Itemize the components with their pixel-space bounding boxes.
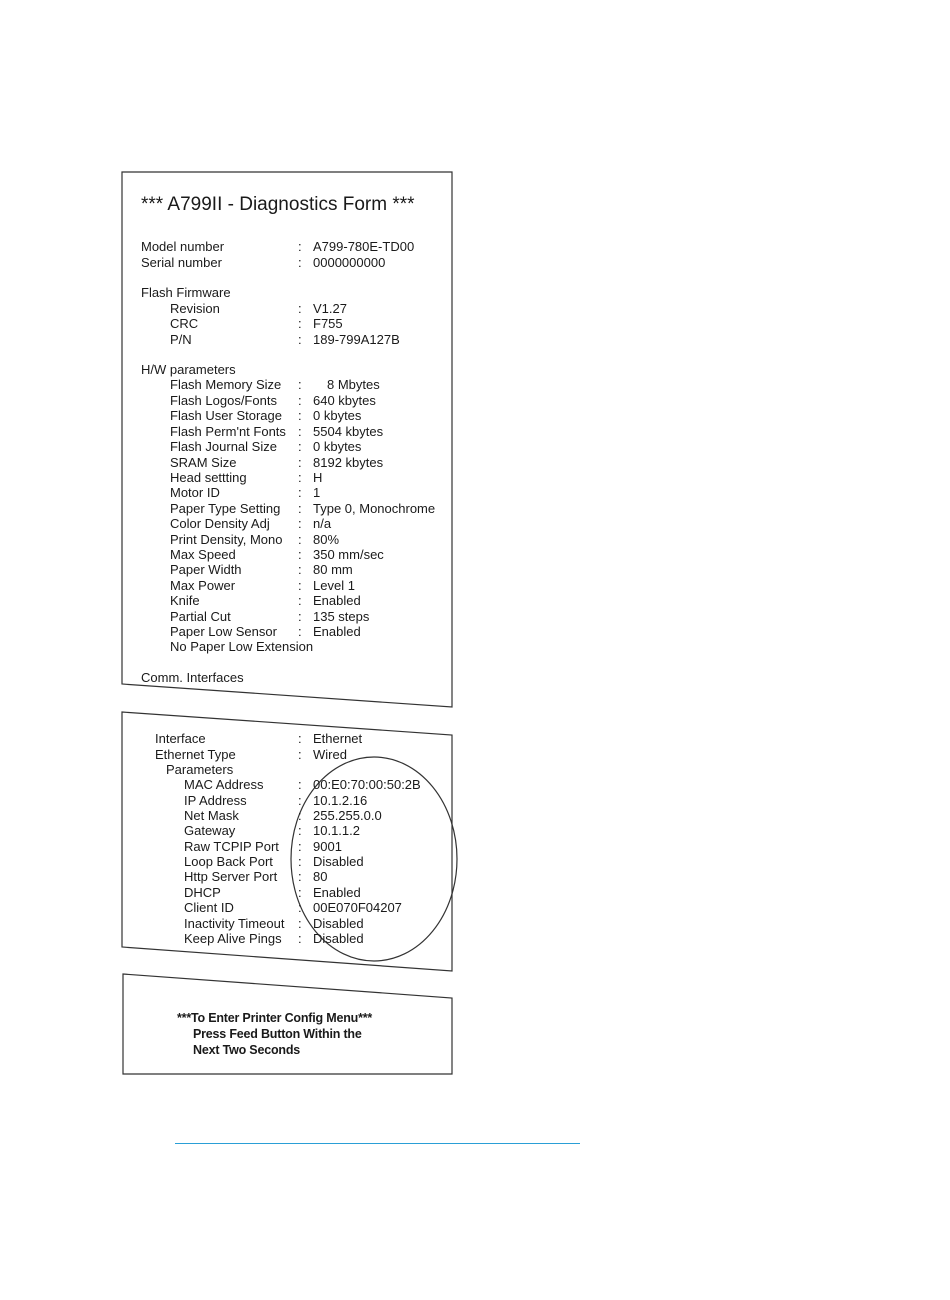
colon: : [298,593,302,608]
param-label: Inactivity Timeout [184,916,285,931]
param-label: Raw TCPIP Port [184,839,279,854]
param-label: Net Mask [184,808,239,823]
colon: : [298,562,302,577]
hw-label: Paper Low Sensor [170,624,277,639]
interface-label: Interface [155,731,206,746]
colon: : [298,931,302,946]
colon: : [298,332,302,347]
hw-value: H [313,470,323,485]
link-underline [175,1143,580,1144]
colon: : [298,301,302,316]
hw-label: Flash Logos/Fonts [170,393,277,408]
hw-value: 640 kbytes [313,393,376,408]
colon: : [298,547,302,562]
colon: : [298,455,302,470]
param-value: 10.1.2.16 [313,793,368,808]
param-label: Keep Alive Pings [184,931,282,946]
colon: : [298,408,302,423]
colon: : [298,609,302,624]
colon: : [298,808,302,823]
colon: : [298,731,302,746]
param-label: Loop Back Port [184,854,273,869]
hw-value: 350 mm/sec [313,547,384,562]
colon: : [298,239,302,254]
hw-value: Type 0, Monochrome [313,501,436,516]
hw-value: 8 Mbytes [327,377,380,392]
hw-label: Flash User Storage [170,408,282,423]
colon: : [298,316,302,331]
hw-value: n/a [313,516,332,531]
param-value: Disabled [313,916,364,931]
hw-label: Flash Memory Size [170,377,282,392]
interface-value: Ethernet [313,731,363,746]
hw-value: 135 steps [313,609,370,624]
param-label: MAC Address [184,777,264,792]
colon: : [298,839,302,854]
hw-label: Flash Journal Size [170,439,277,454]
param-value: 80 [313,869,328,884]
hw-label: Flash Perm'nt Fonts [170,424,286,439]
hw-label: Motor ID [170,485,220,500]
hw-value: Enabled [313,593,361,608]
colon: : [298,578,302,593]
hw-label: Knife [170,593,200,608]
colon: : [298,916,302,931]
param-value: 10.1.1.2 [313,823,360,838]
colon: : [298,624,302,639]
param-label: Http Server Port [184,869,278,884]
param-value: 00E070F04207 [313,900,402,915]
colon: : [298,885,302,900]
serial-number-label: Serial number [141,255,222,270]
firmware-label: P/N [170,332,192,347]
comm-interfaces-heading: Comm. Interfaces [141,670,244,685]
colon: : [298,377,302,392]
model-number-label: Model number [141,239,225,254]
param-label: IP Address [184,793,247,808]
hw-value: 0 kbytes [313,439,362,454]
colon: : [298,470,302,485]
serial-number-value: 0000000000 [313,255,386,270]
param-label: Gateway [184,823,236,838]
hw-label: Paper Type Setting [170,501,281,516]
firmware-label: CRC [170,316,199,331]
ethernet-type-label: Ethernet Type [155,747,236,762]
colon: : [298,900,302,915]
config-menu-line-3: Next Two Seconds [193,1043,301,1057]
model-number-value: A799-780E-TD00 [313,239,415,254]
hw-value: 80 mm [313,562,353,577]
param-value: 255.255.0.0 [313,808,382,823]
hw-value: 5504 kbytes [313,424,384,439]
colon: : [298,393,302,408]
parameters-heading: Parameters [166,762,234,777]
hw-value: 1 [313,485,321,500]
param-value: Disabled [313,854,364,869]
firmware-value: 189-799A127B [313,332,400,347]
hw-label: Head settting [170,470,247,485]
config-menu-line-1: ***To Enter Printer Config Menu*** [177,1011,373,1025]
hw-parameters-heading: H/W parameters [141,362,236,377]
hw-value: 8192 kbytes [313,455,384,470]
colon: : [298,516,302,531]
hw-value: Level 1 [313,578,355,593]
hw-value: 0 kbytes [313,408,362,423]
colon: : [298,255,302,270]
param-value: 00:E0:70:00:50:2B [313,777,421,792]
hw-label: SRAM Size [170,455,237,470]
colon: : [298,485,302,500]
colon: : [298,854,302,869]
firmware-value: F755 [313,316,343,331]
hw-label: Partial Cut [170,609,231,624]
hw-value: 80% [313,532,340,547]
firmware-value: V1.27 [313,301,347,316]
firmware-label: Revision [170,301,220,316]
param-value: Enabled [313,885,361,900]
hw-label: Paper Width [170,562,242,577]
param-label: Client ID [184,900,234,915]
colon: : [298,823,302,838]
param-value: Disabled [313,931,364,946]
ethernet-type-value: Wired [313,747,347,762]
param-label: DHCP [184,885,221,900]
colon: : [298,869,302,884]
hw-label: Max Power [170,578,236,593]
param-value: 9001 [313,839,342,854]
hw-label: Color Density Adj [170,516,270,531]
colon: : [298,532,302,547]
hw-label: Print Density, Mono [170,532,283,547]
hw-label: Max Speed [170,547,236,562]
no-paper-low-extension: No Paper Low Extension [170,639,314,654]
colon: : [298,424,302,439]
hw-value: Enabled [313,624,361,639]
colon: : [298,439,302,454]
flash-firmware-heading: Flash Firmware [141,285,231,300]
colon: : [298,777,302,792]
form-title: *** A799II - Diagnostics Form *** [141,194,415,215]
colon: : [298,747,302,762]
colon: : [298,793,302,808]
colon: : [298,501,302,516]
config-menu-line-2: Press Feed Button Within the [193,1027,362,1041]
